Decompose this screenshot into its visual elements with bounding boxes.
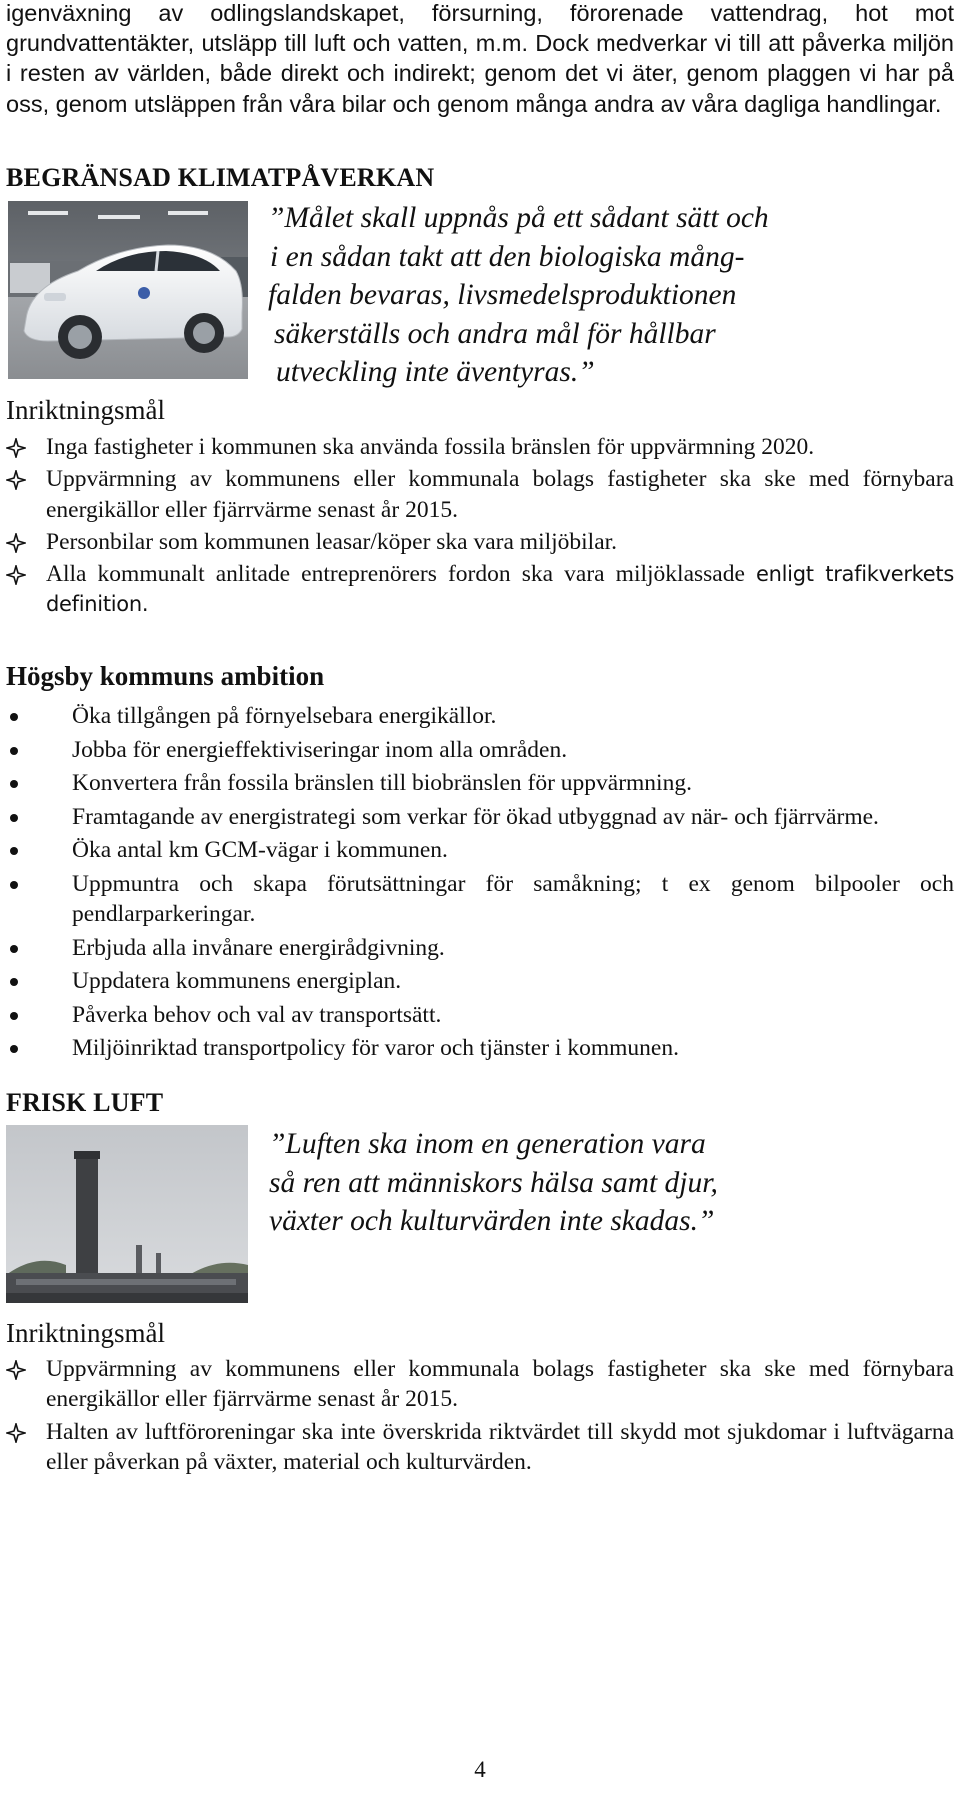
quote-line: falden bevaras, livsmedelsproduktionen [268,279,737,311]
list-item [6,527,954,557]
quote-air [269,1125,718,1241]
list-item [6,1417,954,1478]
goals-heading-climate: Inriktningsmål [6,395,165,425]
dot-bullet-icon [10,881,18,889]
list-item [6,768,954,799]
car-photo [8,201,248,379]
list-item [6,835,954,866]
dot-bullet-icon [10,747,18,755]
list-item [6,701,954,732]
dot-bullet-icon [10,847,18,855]
goals-heading-air: Inriktningsmål [6,1318,165,1348]
dot-bullet-icon [10,814,18,822]
goal-text: Halten av luftföroreningar ska inte överskrida riktvärdet till skydd mot sjukdomar i luftvägarna eller påverkan på växter, material och kulturvärden. [46,1418,954,1475]
quote-line: utveckling inte äventyras.” [276,356,595,388]
ambition-heading: Högsby kommuns ambition [6,661,325,691]
dot-bullet-icon [10,713,18,721]
quote-line: i en sådan takt att den biologiska mång- [270,240,745,273]
goals-list-air [6,1354,954,1479]
list-item [6,1000,954,1031]
dot-bullet-icon [10,1012,18,1020]
quote-line: ”Luften ska inom en generation vara [269,1128,706,1160]
chimney-photo [6,1125,248,1303]
intro-paragraph: igenväxning av odlingslandskapet, försurning, förorenade vattendrag, hot mot grundvattentäkter, utsläpp till luft och vatten, m.m. Dock medverkar vi till att påverka miljön i resten av världen, både direkt och indirekt; genom det vi äter, genom plaggen vi har på oss, genom utsläppen från våra bilar och genom många andra av våra dagliga handlingar. [6,0,954,117]
quote-line: ”Målet skall uppnås på ett sådant sätt och [268,202,769,234]
list-item [6,933,954,964]
dot-bullet-icon [10,1045,18,1053]
quote-line: säkerställs och andra mål för hållbar [274,317,716,350]
ambition-list [6,701,954,1067]
section-heading-air: FRISK LUFT [6,1088,164,1117]
ambition-text: Öka tillgången på förnyelsebara energikällor. [72,703,497,729]
ambition-text: Jobba för energieffektiviseringar inom alla områden. [72,736,568,763]
list-item [6,464,954,525]
diamond-bullet-icon [6,1423,26,1443]
goal-text: Alla kommunalt anlitade entreprenörers fordon ska vara miljöklassade [46,561,745,588]
ambition-text: Öka antal km GCM-vägar i kommunen. [72,837,448,863]
quote-line: växter och kulturvärden inte skadas.” [269,1205,715,1237]
goal-text-tail: enligt trafikverkets definition. [46,562,954,617]
goal-text: Inga fastigheter i kommunen ska använda fossila bränslen för uppvärmning 2020. [46,434,815,460]
quote-line: så ren att människors hälsa samt djur, [269,1166,718,1199]
ambition-text: Framtagande av energistrategi som verkar för ökad utbyggnad av när- och fjärrvärme. [72,803,879,830]
diamond-bullet-icon [6,470,26,490]
section-heading-climate: BEGRÄNSAD KLIMATPÅVERKAN [6,163,435,192]
goal-text: Personbilar som kommunen leasar/köper ska vara miljöbilar. [46,528,618,555]
list-item [6,1354,954,1415]
list-item [6,559,954,620]
goal-text: Uppvärmning av kommunens eller kommunala bolags fastigheter ska ske med förnybara energikällor eller fjärrvärme senast år 2015. [46,1356,954,1413]
list-item [6,966,954,997]
list-item [6,802,954,833]
diamond-bullet-icon [6,533,26,553]
list-item [6,735,954,766]
goals-list-climate [6,432,954,622]
diamond-bullet-icon [6,438,26,458]
page-number: 4 [474,1757,486,1782]
diamond-bullet-icon [6,565,26,585]
quote-climate [268,199,769,392]
list-item [6,869,954,930]
ambition-text: Miljöinriktad transportpolicy för varor och tjänster i kommunen. [72,1035,679,1061]
ambition-text: Påverka behov och val av transportsätt. [72,1001,442,1028]
ambition-text: Uppdatera kommunens energiplan. [72,968,402,994]
dot-bullet-icon [10,780,18,788]
list-item [6,432,954,462]
dot-bullet-icon [10,978,18,986]
diamond-bullet-icon [6,1360,26,1380]
ambition-text: Uppmuntra och skapa förutsättningar för samåkning; t ex genom bilpooler och pendlarparkeringar. [72,870,954,927]
ambition-text: Erbjuda alla invånare energirådgivning. [72,934,445,961]
list-item [6,1033,954,1064]
goal-text: Uppvärmning av kommunens eller kommunala bolags fastigheter ska ske med förnybara energikällor eller fjärrvärme senast år 2015. [46,466,954,523]
ambition-text: Konvertera från fossila bränslen till biobränslen för uppvärmning. [72,770,692,796]
dot-bullet-icon [10,945,18,953]
